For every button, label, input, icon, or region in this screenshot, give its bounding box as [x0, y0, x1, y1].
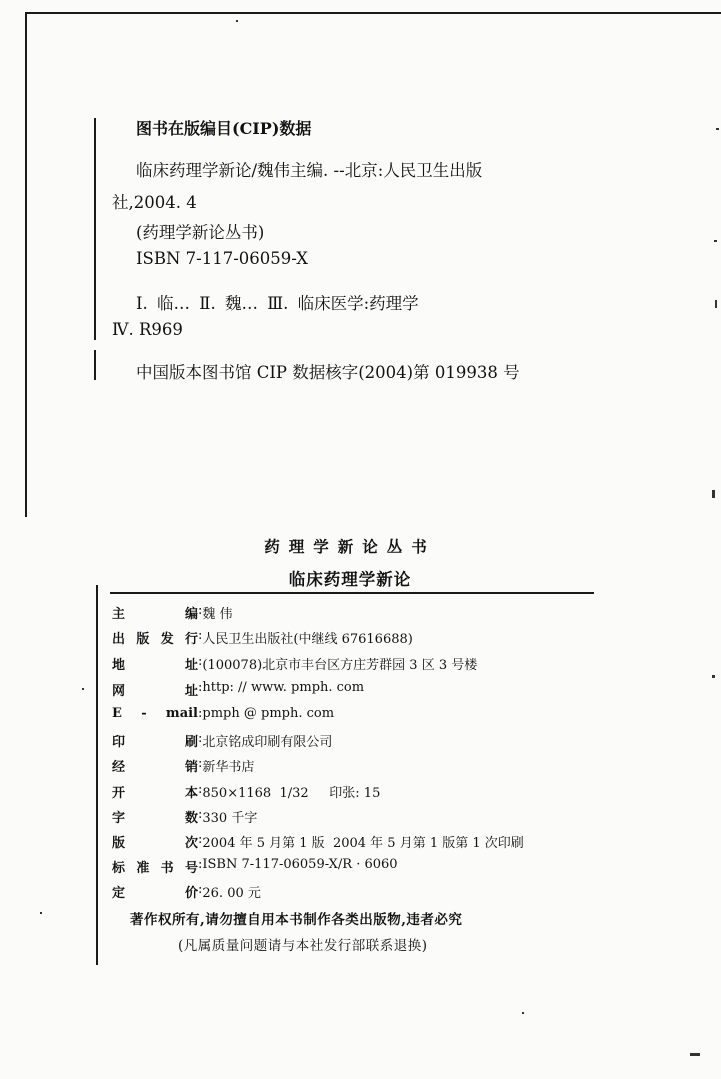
colophon-value: 2004 年 5 月第 1 版 2004 年 5 月第 1 版第 1 次印刷 [202, 836, 524, 851]
series-name: 药理学新论丛书 [264, 537, 436, 556]
colophon-value: ISBN 7-117-06059-X/R · 6060 [202, 857, 398, 872]
returns-notice: (凡属质量问题请与本社发行部联系退换) [178, 938, 428, 954]
scan-speck [236, 20, 238, 22]
colophon-row-isbn: 标准书号 : ISBN 7-117-06059-X/R · 6060 [112, 857, 398, 876]
cip-series: (药理学新论丛书) [136, 223, 265, 242]
scan-speck [715, 300, 717, 308]
colophon-key: 地址 [112, 658, 198, 673]
colophon-value: 人民卫生出版社(中继线 67616688) [202, 632, 413, 647]
cip-classification: Ⅰ. 临… Ⅱ. 魏… Ⅲ. 临床医学:药理学 [136, 294, 419, 313]
colophon-key: 出版发行 [112, 632, 198, 647]
colophon-row-edition: 版次 : 2004 年 5 月第 1 版 2004 年 5 月第 1 版第 1 次印刷 [112, 832, 524, 851]
colophon-row-format: 开本 : 850×1168 1/32 印张: 15 [112, 782, 381, 801]
colophon-value: 新华书店 [202, 760, 255, 775]
colophon-key: E - mail [112, 706, 198, 721]
cip-margin-bar-lower [94, 350, 96, 380]
title-rule [110, 592, 594, 594]
colophon-key: 标准书号 [112, 861, 198, 876]
scan-speck [712, 490, 715, 498]
colophon-value: 850×1168 1/32 印张: 15 [202, 786, 381, 801]
colophon-row-editor: 主编 : 魏 伟 [112, 603, 233, 622]
colophon-row-distributor: 经销 : 新华书店 [112, 756, 255, 775]
colophon-row-email: E - mail : pmph @ pmph. com [112, 706, 335, 721]
colophon-value: http: // www. pmph. com [202, 680, 365, 695]
colophon-key: 开本 [112, 786, 198, 801]
colophon-value: 魏 伟 [202, 607, 233, 622]
colophon-value: 26. 00 元 [202, 886, 261, 901]
colophon-key: 主编 [112, 607, 198, 622]
colophon-value: (100078)北京市丰台区方庄芳群园 3 区 3 号楼 [202, 658, 478, 673]
colophon-row-printer: 印刷 : 北京铭成印刷有限公司 [112, 731, 333, 750]
cip-isbn: ISBN 7-117-06059-X [136, 249, 308, 268]
colophon-key: 版次 [112, 836, 198, 851]
copyright-notice: 著作权所有,请勿擅自用本书制作各类出版物,违者必究 [130, 912, 463, 928]
colophon-value: pmph @ pmph. com [202, 706, 335, 721]
colophon-row-price: 定价 : 26. 00 元 [112, 882, 261, 901]
colophon-row-address: 地址 : (100078)北京市丰台区方庄芳群园 3 区 3 号楼 [112, 654, 478, 673]
page-left-edge-line [25, 12, 27, 517]
cip-margin-bar [94, 118, 96, 340]
colophon-key: 定价 [112, 886, 198, 901]
cip-approval: 中国版本图书馆 CIP 数据核字(2004)第 019938 号 [136, 363, 520, 382]
cip-classification-2: Ⅳ. R969 [112, 320, 183, 339]
scan-speck [716, 128, 719, 130]
colophon-row-publisher: 出版发行 : 人民卫生出版社(中继线 67616688) [112, 628, 413, 647]
scan-speck [690, 1053, 700, 1056]
book-title: 临床药理学新论 [288, 570, 412, 589]
scan-speck [712, 675, 715, 678]
colophon-row-website: 网址 : http: // www. pmph. com [112, 680, 365, 699]
cip-title: 图书在版编目(CIP)数据 [136, 119, 312, 138]
colophon-key: 印刷 [112, 735, 198, 750]
colophon-row-word-count: 字数 : 330 千字 [112, 807, 258, 826]
scan-speck [714, 240, 717, 242]
colophon-key: 经销 [112, 760, 198, 775]
colophon-key: 网址 [112, 684, 198, 699]
scan-speck [522, 1012, 524, 1014]
cip-line-2: 社,2004. 4 [112, 193, 197, 212]
page-top-edge-line [25, 12, 721, 14]
colophon-key: 字数 [112, 811, 198, 826]
cip-line-1: 临床药理学新论/魏伟主编. --北京:人民卫生出版 [136, 161, 483, 180]
scan-speck [82, 688, 84, 690]
colophon-value: 北京铭成印刷有限公司 [202, 735, 333, 750]
scan-speck [40, 912, 42, 914]
colophon-margin-bar [96, 585, 98, 965]
colophon-value: 330 千字 [202, 811, 258, 826]
